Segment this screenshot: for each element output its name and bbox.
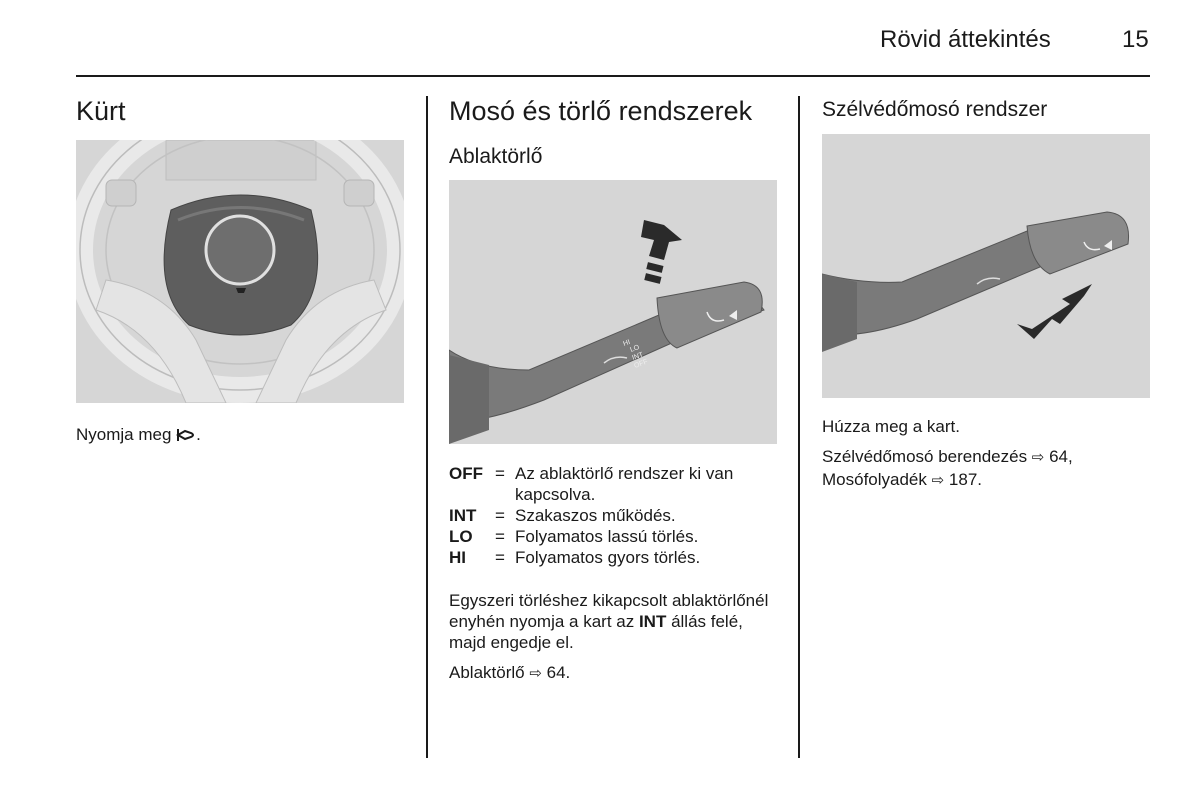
stalk-label-off: OFF	[633, 358, 649, 370]
steering-wheel-figure	[76, 140, 404, 403]
xref-page: 64,	[1044, 447, 1073, 466]
stalk-label-hi: HI	[622, 338, 632, 348]
section-title-wiper-washer: Mosó és törlő rendszerek	[449, 96, 753, 126]
definition-term: INT	[449, 506, 477, 525]
stalk-label-int: INT	[631, 351, 645, 362]
definition-equals: =	[495, 548, 505, 567]
definition-row	[449, 526, 785, 547]
definition-row	[449, 547, 785, 568]
header-title: Rövid áttekintés	[880, 26, 1051, 53]
definition-equals: =	[495, 506, 505, 525]
pull-lever-text: Húzza meg a kart.	[822, 417, 960, 436]
washer-fluid-cross-reference[interactable]	[822, 469, 982, 491]
definition-term: OFF	[449, 464, 483, 483]
column-divider-2	[798, 96, 800, 758]
definition-description: Szakaszos működés.	[515, 506, 676, 525]
arrow-right-icon: ⇨	[1031, 448, 1045, 466]
washer-stalk-figure	[822, 134, 1150, 398]
definition-term: LO	[449, 527, 473, 546]
wiper-cross-reference[interactable]	[449, 662, 570, 684]
xref-label: Ablaktörlő	[449, 663, 530, 682]
horn-caption-end: .	[196, 425, 201, 444]
xref-page: 187.	[944, 470, 983, 489]
subsection-title-wiper: Ablaktörlő	[449, 145, 543, 168]
single-wipe-paragraph	[449, 590, 779, 653]
paragraph-text-int: INT	[638, 612, 667, 631]
definition-equals: =	[495, 527, 505, 546]
wiper-positions-list	[449, 463, 785, 568]
definition-row	[449, 505, 785, 526]
definition-description: Folyamatos lassú törlés.	[515, 527, 699, 546]
definition-description: Az ablaktörlő rendszer ki van kapcsolva.	[515, 464, 734, 504]
page-number: 15	[1122, 26, 1149, 53]
paragraph-text-c: állás felé, majd engedje el.	[449, 612, 743, 652]
xref-page: 64.	[541, 663, 571, 682]
definition-description: Folyamatos gyors törlés.	[515, 548, 701, 567]
washer-system-cross-reference[interactable]	[822, 446, 1073, 468]
xref-label: Mosófolyadék	[822, 470, 932, 489]
arrow-right-icon: ⇨	[931, 471, 945, 489]
section-title-windscreen-washer: Szélvédőmosó rendszer	[822, 98, 1048, 121]
definition-term: HI	[449, 548, 466, 567]
section-title-horn: Kürt	[76, 96, 126, 126]
definition-equals: =	[495, 464, 505, 483]
wiper-stalk-figure	[449, 180, 777, 444]
horn-caption-text: Nyomja meg	[76, 425, 177, 444]
paragraph-text-a: Egyszeri törléshez kikapcsolt ablaktörlőnél enyhén nyomja a kart az	[449, 591, 769, 631]
definition-row	[449, 463, 785, 505]
xref-label: Szélvédőmosó berendezés	[822, 447, 1032, 466]
horn-icon	[176, 425, 196, 444]
column-divider-1	[426, 96, 428, 758]
arrow-right-icon: ⇨	[529, 664, 542, 682]
horn-caption	[76, 424, 201, 445]
header-rule	[76, 75, 1150, 77]
stalk-label-lo: LO	[629, 344, 641, 354]
